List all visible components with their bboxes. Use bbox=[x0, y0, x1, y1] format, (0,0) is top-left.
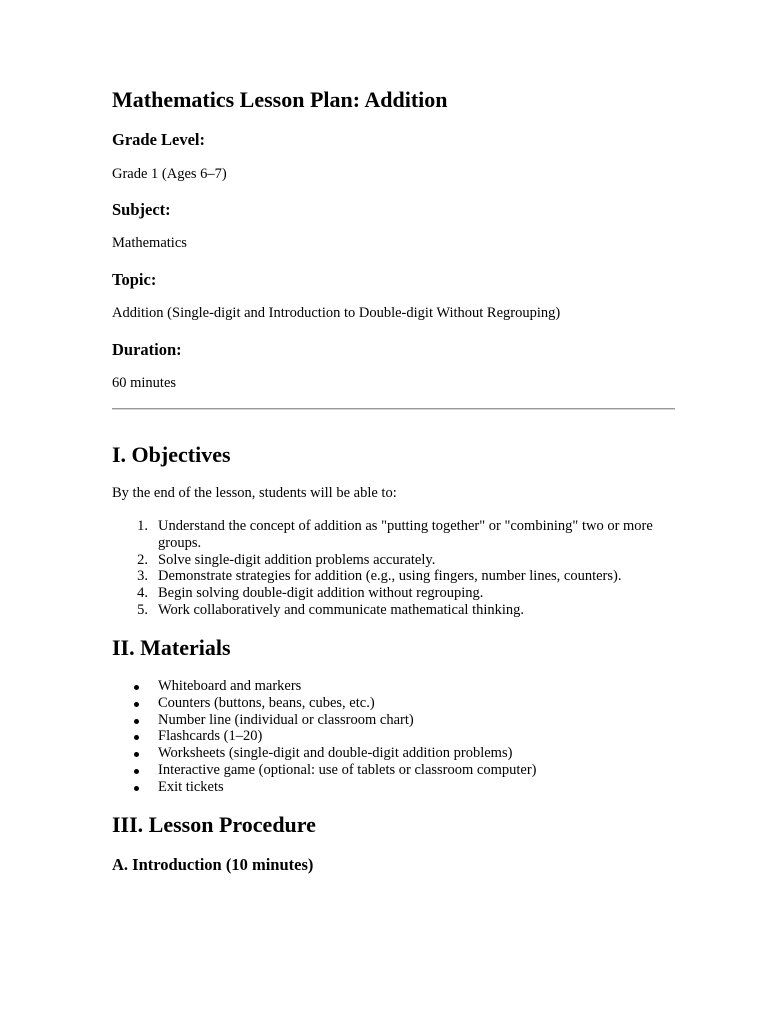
topic-value: Addition (Single-digit and Introduction to Double-digit Without Regrouping) bbox=[112, 305, 561, 321]
list-item-text: Begin solving double-digit addition without regrouping. bbox=[158, 585, 484, 601]
list-item-text: Flashcards (1–20) bbox=[158, 728, 263, 745]
materials-heading: II. Materials bbox=[112, 635, 231, 660]
list-item bbox=[112, 678, 658, 695]
list-item-text: Exit tickets bbox=[158, 778, 224, 795]
list-item-text: Work collaboratively and communicate mathematical thinking. bbox=[158, 601, 525, 618]
bullet-icon bbox=[134, 769, 139, 774]
list-item bbox=[112, 762, 658, 779]
list-item bbox=[112, 518, 658, 552]
objectives-intro: By the end of the lesson, students will be able to: bbox=[112, 485, 397, 501]
list-number: 4. bbox=[137, 585, 148, 601]
list-item bbox=[112, 602, 658, 619]
materials-list bbox=[112, 678, 675, 795]
procedure-heading: III. Lesson Procedure bbox=[112, 812, 316, 837]
list-item bbox=[112, 728, 658, 745]
list-item-text: Whiteboard and markers bbox=[158, 678, 302, 694]
list-item bbox=[112, 745, 658, 762]
duration-value: 60 minutes bbox=[112, 375, 177, 391]
topic-label: Topic: bbox=[112, 270, 157, 289]
grade-level-label: Grade Level: bbox=[112, 130, 206, 149]
document-title: Mathematics Lesson Plan: Addition bbox=[112, 87, 448, 112]
list-item-text: Solve single-digit addition problems accurately. bbox=[158, 551, 436, 568]
objectives-list bbox=[112, 518, 675, 619]
duration-label: Duration: bbox=[112, 340, 182, 359]
list-number: 2. bbox=[137, 551, 148, 568]
list-item bbox=[112, 712, 658, 729]
bullet-icon bbox=[134, 685, 139, 690]
grade-level-value: Grade 1 (Ages 6–7) bbox=[112, 166, 227, 182]
bullet-icon bbox=[134, 752, 139, 757]
horizontal-rule bbox=[112, 408, 675, 410]
list-number: 3. bbox=[137, 568, 148, 585]
list-item bbox=[112, 585, 658, 602]
list-item bbox=[112, 695, 658, 712]
bullet-icon bbox=[134, 735, 139, 740]
list-item-text: Worksheets (single-digit and double-digit addition problems) bbox=[158, 745, 513, 761]
list-item-text: Counters (buttons, beans, cubes, etc.) bbox=[158, 694, 375, 711]
subject-value: Mathematics bbox=[112, 235, 187, 251]
objectives-heading: I. Objectives bbox=[112, 442, 231, 467]
list-number: 1. bbox=[137, 518, 148, 534]
bullet-icon bbox=[134, 786, 139, 791]
list-item-text: Demonstrate strategies for addition (e.g., using fingers, number lines, counters). bbox=[158, 568, 622, 585]
list-item-text: Understand the concept of addition as "putting together" or "combining" two or more groups. bbox=[158, 518, 653, 551]
bullet-icon bbox=[134, 719, 139, 724]
list-item-text: Interactive game (optional: use of tablets or classroom computer) bbox=[158, 761, 537, 778]
list-item bbox=[112, 779, 658, 796]
introduction-heading: A. Introduction (10 minutes) bbox=[112, 855, 314, 874]
subject-label: Subject: bbox=[112, 200, 171, 219]
list-item-text: Number line (individual or classroom chart) bbox=[158, 711, 414, 728]
list-item bbox=[112, 568, 658, 585]
bullet-icon bbox=[134, 702, 139, 707]
list-item bbox=[112, 552, 658, 569]
list-number: 5. bbox=[137, 601, 148, 618]
